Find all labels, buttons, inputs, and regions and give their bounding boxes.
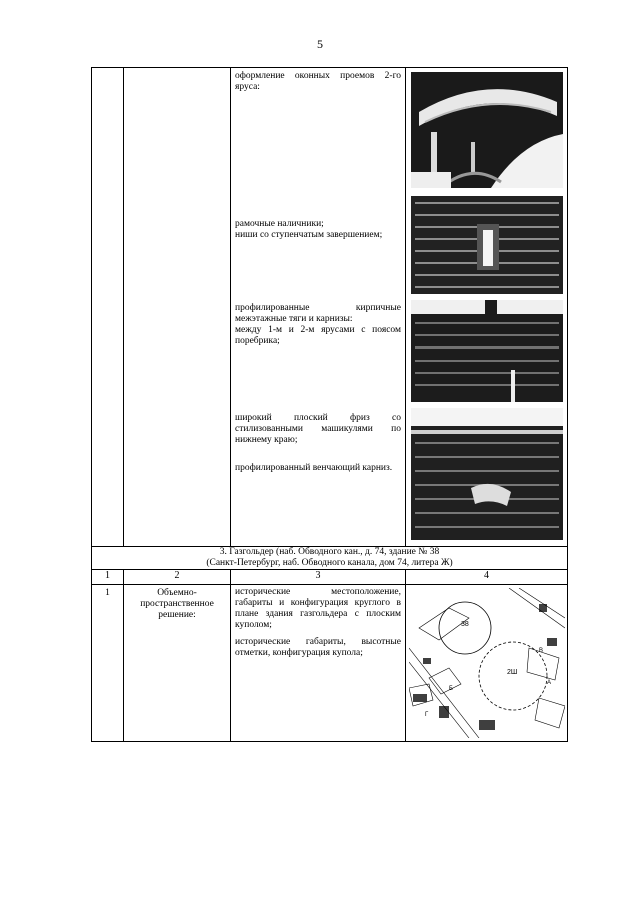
- cell-category: [124, 68, 231, 547]
- description-item: исторические габариты, высотные отметки, конфигурация купола;: [235, 637, 401, 658]
- table-row: [92, 68, 568, 547]
- column-number: 4: [406, 570, 568, 585]
- cell-description: [231, 585, 406, 742]
- frieze-photo: [411, 408, 563, 540]
- column-number: 2: [124, 570, 231, 585]
- cell-category: [124, 585, 231, 742]
- section-title-line1: 3. Газгольдер (наб. Обводного кан., д. 74, здание № 38: [219, 547, 440, 557]
- description-item: ниши со ступенчатым завершением;: [235, 230, 383, 240]
- description-item: между 1-м и 2-м ярусами с поясом поребрика;: [235, 325, 401, 346]
- description-item: профилированные кирпичные межэтажные тяги и карнизы:: [235, 303, 401, 324]
- row-number: 1: [105, 588, 110, 598]
- section-title-line2: (Санкт-Петербург, наб. Обводного канала, дом 74, литера Ж): [206, 558, 453, 568]
- document-table: [91, 67, 568, 742]
- section-title: [92, 547, 568, 570]
- cell-map: [406, 585, 568, 742]
- column-number-row: [92, 570, 568, 585]
- facade-photo: [411, 72, 563, 188]
- table-row: [92, 585, 568, 742]
- cell-number: [92, 68, 124, 547]
- map-label: 2Ш: [506, 669, 517, 676]
- description-item: рамочные наличники;: [235, 219, 324, 229]
- cell-description: [231, 68, 406, 547]
- description-item: профилированный венчающий карниз.: [235, 463, 393, 473]
- description-item: оформление оконных проемов 2-го яруса:: [235, 71, 401, 92]
- description-item: широкий плоский фриз со стилизованными машикулями по нижнему краю;: [235, 413, 401, 445]
- cell-photos: [406, 68, 568, 547]
- map-label: Г: [424, 712, 428, 718]
- map-label: А: [546, 680, 551, 686]
- column-number: 3: [231, 570, 406, 585]
- site-plan-map: [409, 588, 565, 738]
- column-number: 1: [92, 570, 124, 585]
- map-label: Б: [448, 686, 453, 692]
- window-surround-photo: [411, 196, 563, 294]
- map-label: 38: [460, 621, 469, 628]
- cornice-photo: [411, 300, 563, 402]
- map-label: В: [538, 648, 543, 654]
- description-item: исторические местоположение, габариты и конфигурация круглого в плане здания газгольдера с плоским куполом;: [235, 587, 401, 630]
- category-label: Объемно-пространственное решение:: [140, 588, 214, 620]
- cell-number: [92, 585, 124, 742]
- page-number: 5: [317, 37, 323, 51]
- section-header-row: [92, 547, 568, 570]
